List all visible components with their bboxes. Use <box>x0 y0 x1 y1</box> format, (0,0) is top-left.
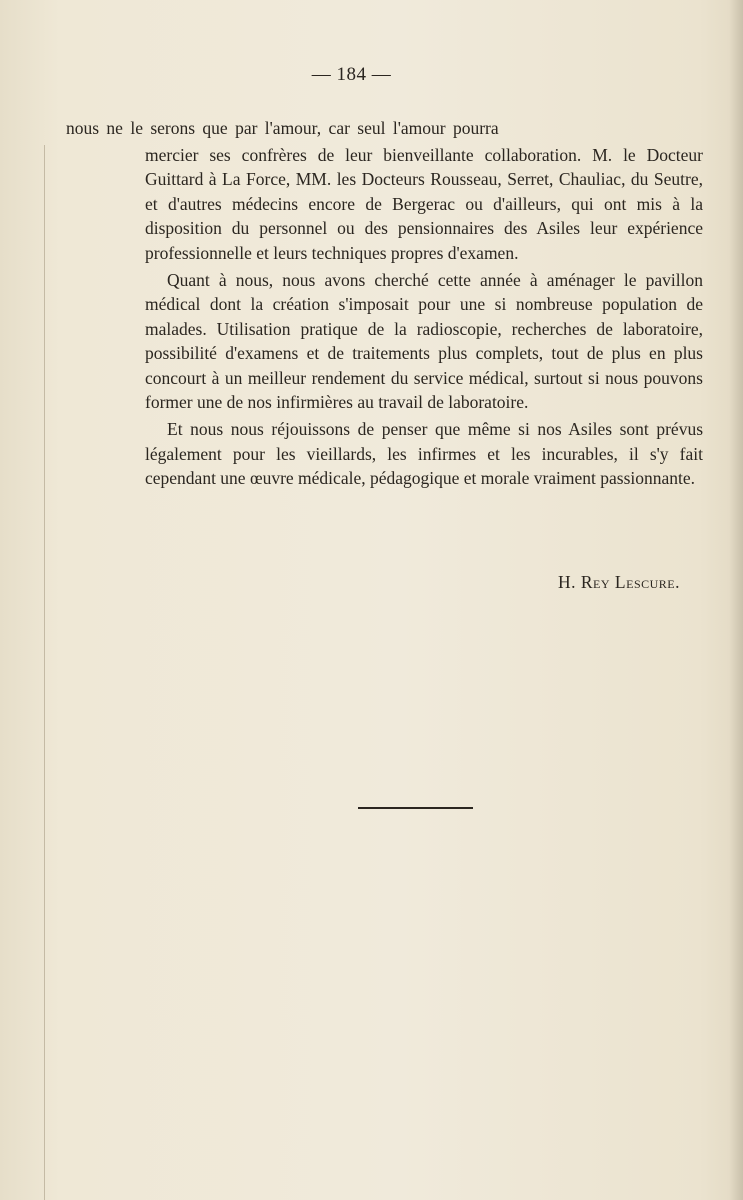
signature-initial: H. <box>557 572 576 592</box>
first-line-text: nous ne le serons que par l'amour, car seul l'amour pourra <box>66 118 499 138</box>
body-text <box>145 143 703 491</box>
paragraph-2: Quant à nous, nous avons cherché cette année à aménager le pavillon médical dont la création s'imposait pour une si nombreuse population de malades. Utilisation pratique de la radioscopie, recherches de laboratoire, possibilité d'examens et de traitements plus complets, tout de plus en plus concourt à un meilleur rendement du service médical, surtout si nous pouvons former une de nos infirmières au travail de laboratoire. <box>145 270 703 413</box>
paragraph-1: mercier ses confrères de leur bienveillante collaboration. M. le Docteur Guittard à La Force, MM. les Docteurs Rousseau, Serret, Chauliac, du Seutre, et d'autres médecins encore de Bergerac ou d'ailleurs, qui ont mis à la disposition du personnel ou des pensionnaires des Asiles leur expérience professionnelle et leurs techniques propres d'examen. <box>145 145 703 263</box>
page-edge-shadow <box>729 0 743 1200</box>
section-separator-rule <box>358 807 473 809</box>
page-number: — 184 — <box>311 64 392 85</box>
signature-name: Rey Lescure. <box>580 572 680 592</box>
paragraph-3: Et nous nous réjouissons de penser que même si nos Asiles sont prévus légalement pour les vieillards, les infirmes et les incurables, il s'y fait cependant une œuvre médicale, pédagogique et morale vraiment passionnante. <box>145 419 703 489</box>
page-fold-line <box>44 145 45 1200</box>
signature <box>400 572 680 593</box>
